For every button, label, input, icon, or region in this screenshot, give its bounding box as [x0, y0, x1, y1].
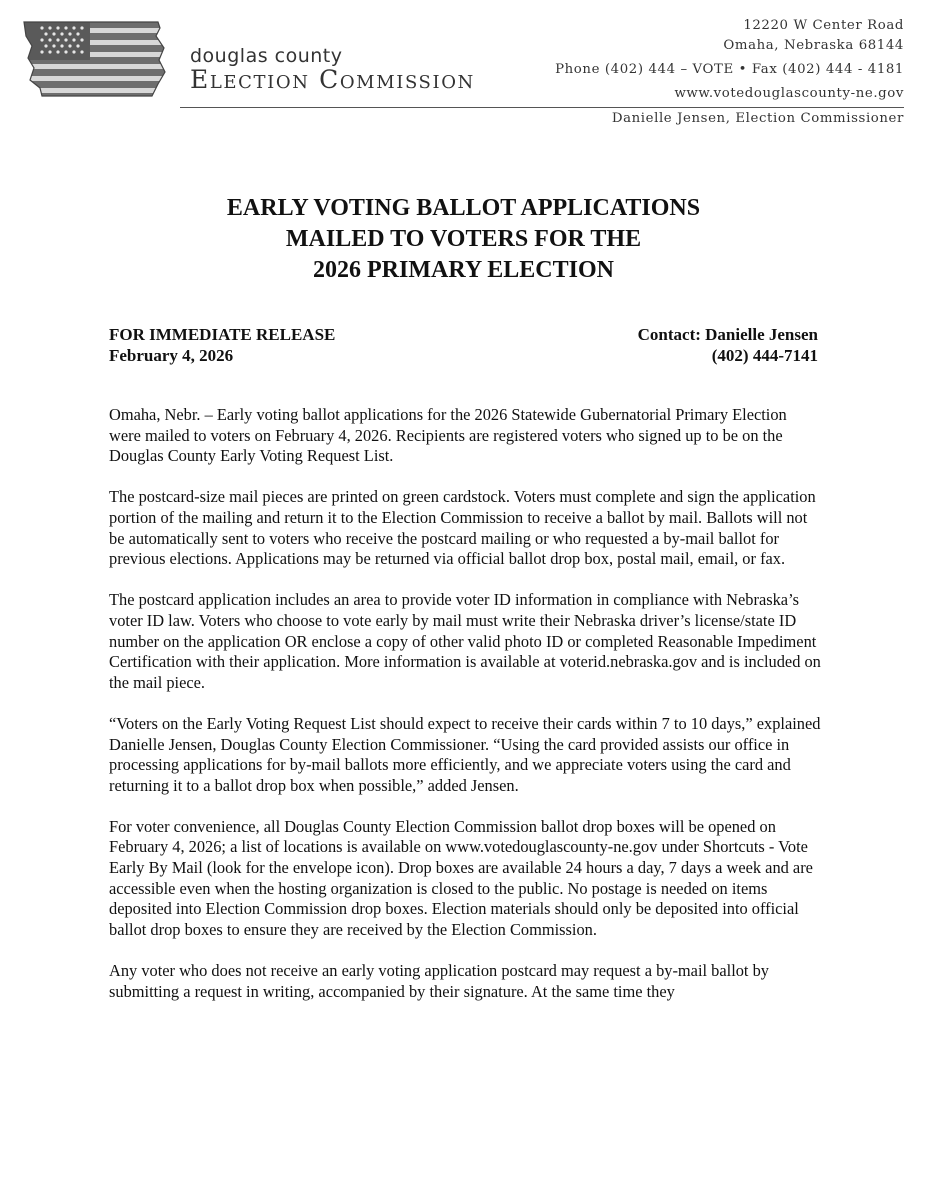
- commissioner-name: Danielle Jensen, Election Commissioner: [611, 111, 904, 126]
- paragraph: For voter convenience, all Douglas County Election Commission ballot drop boxes will be opened on February 4, 2026; a list of locations is available on www.votedouglascounty-ne.gov under Shortcuts - Vote Early By Mail (look for the envelope icon). Drop boxes are available 24 hours a day, 7 days a week and are accessible even when the hosting organization is closed to the public. No postage is needed on items deposited into Election Commission drop boxes. Election materials should only be deposited into official ballot drop boxes to ensure they are received by the Election Commission.: [109, 816, 813, 939]
- press-release-title: [0, 193, 927, 286]
- website: www.votedouglascounty-ne.gov: [674, 86, 904, 101]
- contact-name: Contact: Danielle Jensen: [637, 325, 818, 344]
- release-body: [109, 405, 821, 1023]
- release-label: FOR IMMEDIATE RELEASE: [109, 325, 336, 344]
- address-line-2: Omaha, Nebraska 68144: [723, 38, 904, 53]
- organization-name: [190, 46, 475, 94]
- org-line-1: douglas county: [190, 45, 343, 67]
- phone-fax: Phone (402) 444 – VOTE • Fax (402) 444 - 4181: [555, 62, 904, 77]
- address-line-1: 12220 W Center Road: [743, 18, 904, 33]
- title-line-3: 2026 PRIMARY ELECTION: [313, 257, 614, 283]
- release-date: February 4, 2026: [109, 346, 234, 365]
- title-line-1: EARLY VOTING BALLOT APPLICATIONS: [226, 195, 701, 221]
- header-divider: [180, 107, 904, 108]
- paragraph: Omaha, Nebr. – Early voting ballot applications for the 2026 Statewide Gubernatorial Primary Election were mailed to voters on February 4, 2026. Recipients are registered voters who signed up to be on the Douglas County Early Voting Request List.: [109, 405, 787, 466]
- org-line-2: Election Commission: [190, 65, 475, 94]
- title-line-2: MAILED TO VOTERS FOR THE: [285, 226, 642, 252]
- paragraph: “Voters on the Early Voting Request List should expect to receive their cards within 7 to 10 days,” explained Danielle Jensen, Douglas County Election Commissioner. “Using the card provided assists our office in processing applications for by-mail ballots more efficiently, and we appreciate voters using the card and returning it to a ballot drop box when possible,” added Jensen.: [109, 713, 821, 795]
- paragraph: The postcard application includes an area to provide voter ID information in compliance with Nebraska’s voter ID law. Voters who choose to vote early by mail must write their Nebraska driver’s license/state ID number on the application OR enclose a copy of other valid photo ID or completed Reasonable Impediment Certification with their application. More information is available at voterid.nebraska.gov and is included on the mail piece.: [109, 590, 821, 692]
- contact-phone: (402) 444-7141: [711, 346, 818, 365]
- paragraph: The postcard-size mail pieces are printed on green cardstock. Voters must complete and sign the application portion of the mailing and return it to the Election Commission to receive a ballot by mail. Ballots will not be automatically sent to voters who receive the postcard mailing or who requested a by-mail ballot for previous elections. Applications may be returned via official ballot drop box, postal mail, email, or fax.: [109, 487, 816, 569]
- paragraph: Any voter who does not receive an early voting application postcard may request a by-mail ballot by submitting a request in writing, accompanied by their signature. At the same time they: [109, 961, 769, 1001]
- header-contact-block: [555, 16, 904, 104]
- douglas-county-flag-logo: [18, 14, 168, 104]
